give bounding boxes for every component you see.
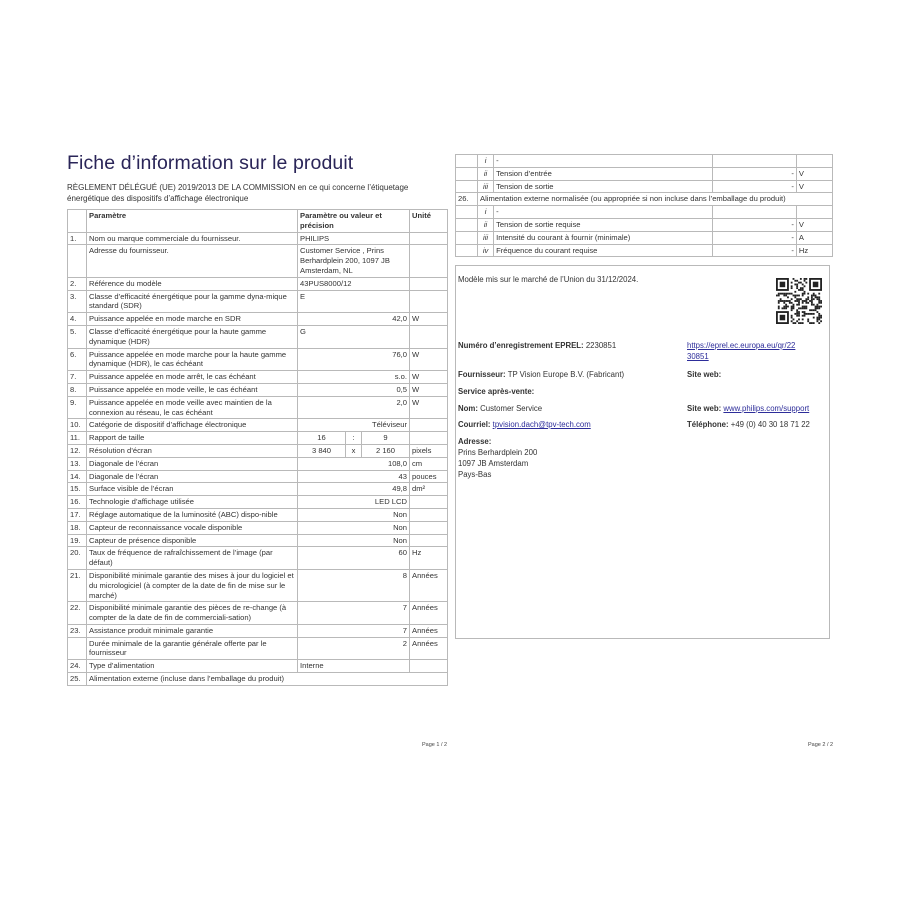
row-unit: Années bbox=[410, 602, 448, 625]
table-row bbox=[68, 483, 448, 496]
table-row bbox=[68, 637, 448, 660]
header-param: Paramètre bbox=[87, 210, 298, 233]
row-number: 14. bbox=[68, 470, 87, 483]
row-value: 2,0 bbox=[298, 396, 410, 419]
row-number: 7. bbox=[68, 371, 87, 384]
row-unit bbox=[410, 660, 448, 673]
product-info-table bbox=[67, 209, 448, 686]
address-label: Adresse: bbox=[458, 437, 492, 446]
row-number: 25. bbox=[68, 673, 87, 686]
supplier-box bbox=[455, 265, 830, 639]
row-parameter: - bbox=[494, 155, 713, 168]
row-parameter: Intensité du courant à fournir (minimale) bbox=[494, 231, 713, 244]
table-row bbox=[68, 419, 448, 432]
table-row bbox=[68, 547, 448, 570]
table-row bbox=[68, 496, 448, 509]
row-unit: Années bbox=[410, 637, 448, 660]
table-header-row bbox=[68, 210, 448, 233]
row-number: 2. bbox=[68, 277, 87, 290]
table-row bbox=[456, 218, 833, 231]
row-number: 1. bbox=[68, 232, 87, 245]
row-number bbox=[456, 231, 478, 244]
table-row bbox=[68, 313, 448, 326]
row-unit bbox=[796, 155, 832, 168]
row-parameter: Classe d’efficacité énergétique pour la gamme dyna-mique standard (SDR) bbox=[87, 290, 298, 313]
row-value: 108,0 bbox=[298, 457, 410, 470]
page-title: Fiche d’information sur le produit bbox=[67, 152, 354, 174]
row-parameter: Technologie d’affichage utilisée bbox=[87, 496, 298, 509]
eprel-registration bbox=[458, 341, 616, 351]
header-num bbox=[68, 210, 87, 233]
row-parameter: Alimentation externe normalisée (ou appropriée si non incluse dans l’emballage du produit) bbox=[478, 193, 833, 206]
after-sales-heading: Service après-vente: bbox=[458, 387, 535, 396]
row-unit: W bbox=[410, 348, 448, 371]
row-unit: A bbox=[796, 231, 832, 244]
table-row bbox=[68, 348, 448, 371]
row-value: 2 bbox=[298, 637, 410, 660]
table-row bbox=[456, 155, 833, 168]
row-value: - bbox=[712, 167, 796, 180]
table-row bbox=[68, 371, 448, 384]
table-row bbox=[68, 325, 448, 348]
row-value: E bbox=[298, 290, 410, 313]
table-row bbox=[68, 624, 448, 637]
row-parameter: - bbox=[494, 206, 713, 219]
row-number: 23. bbox=[68, 624, 87, 637]
page-2 bbox=[450, 152, 840, 752]
row-value: Téléviseur bbox=[298, 419, 410, 432]
row-unit bbox=[410, 419, 448, 432]
row-number: 3. bbox=[68, 290, 87, 313]
row-number: 17. bbox=[68, 508, 87, 521]
row-unit bbox=[410, 245, 448, 277]
row-number bbox=[456, 180, 478, 193]
header-value: Paramètre ou valeur et précision bbox=[298, 210, 410, 233]
row-roman: iii bbox=[478, 180, 494, 193]
phone-label: Téléphone: bbox=[687, 420, 729, 429]
row-value bbox=[712, 206, 796, 219]
row-roman: iv bbox=[478, 244, 494, 257]
row-unit: W bbox=[410, 313, 448, 326]
row-value: 43 bbox=[298, 470, 410, 483]
row-parameter: Fréquence du courant requise bbox=[494, 244, 713, 257]
name-value: Customer Service bbox=[480, 404, 543, 413]
row-value: 76,0 bbox=[298, 348, 410, 371]
page-footer-2: Page 2 / 2 bbox=[808, 742, 834, 748]
row-unit bbox=[410, 232, 448, 245]
row-value: 7 bbox=[298, 624, 410, 637]
row-unit: pixels bbox=[410, 444, 448, 457]
row-value-sep: : bbox=[346, 432, 362, 445]
row-parameter: Type d’alimentation bbox=[87, 660, 298, 673]
row-number: 16. bbox=[68, 496, 87, 509]
row-value-sep: x bbox=[346, 444, 362, 457]
row-value bbox=[712, 155, 796, 168]
row-parameter: Tension de sortie requise bbox=[494, 218, 713, 231]
row-number: 4. bbox=[68, 313, 87, 326]
email-line bbox=[458, 420, 591, 430]
service-website-line bbox=[687, 404, 809, 414]
market-date: Modèle mis sur le marché de l’Union du 31/12/2024. bbox=[458, 275, 639, 284]
table-row bbox=[68, 673, 448, 686]
row-number bbox=[456, 167, 478, 180]
row-value: - bbox=[712, 180, 796, 193]
table-row bbox=[68, 396, 448, 419]
row-value: s.o. bbox=[298, 371, 410, 384]
row-value: Customer Service , Prins Berhardplein 200, 1097 JB Amsterdam, NL bbox=[298, 245, 410, 277]
row-unit: W bbox=[410, 383, 448, 396]
page-footer: Page 1 / 2 bbox=[422, 742, 448, 748]
row-parameter: Surface visible de l’écran bbox=[87, 483, 298, 496]
row-roman: i bbox=[478, 155, 494, 168]
row-unit bbox=[410, 277, 448, 290]
row-number: 18. bbox=[68, 521, 87, 534]
row-value: 49,8 bbox=[298, 483, 410, 496]
row-parameter: Capteur de reconnaissance vocale disponible bbox=[87, 521, 298, 534]
table-row bbox=[456, 180, 833, 193]
row-roman: i bbox=[478, 206, 494, 219]
row-value: G bbox=[298, 325, 410, 348]
row-parameter: Puissance appelée en mode arrêt, le cas échéant bbox=[87, 371, 298, 384]
row-number: 13. bbox=[68, 457, 87, 470]
row-parameter: Diagonale de l’écran bbox=[87, 470, 298, 483]
row-value: 43PUS8000/12 bbox=[298, 277, 410, 290]
phone-line bbox=[687, 420, 810, 430]
row-parameter: Capteur de présence disponible bbox=[87, 534, 298, 547]
qr-code-icon bbox=[776, 278, 822, 324]
email-label: Courriel: bbox=[458, 420, 491, 429]
row-unit bbox=[410, 290, 448, 313]
row-number: 26. bbox=[456, 193, 478, 206]
table-row bbox=[68, 602, 448, 625]
row-parameter: Taux de fréquence de rafraîchissement de l’image (par défaut) bbox=[87, 547, 298, 570]
table-row bbox=[68, 444, 448, 457]
address-line-3: Pays-Bas bbox=[458, 470, 492, 479]
row-parameter: Disponibilité minimale garantie des mises à jour du logiciel et du micrologiciel (à compter de la date de fin de mise sur le marché) bbox=[87, 569, 298, 601]
row-number bbox=[456, 244, 478, 257]
table-row bbox=[456, 193, 833, 206]
row-parameter: Puissance appelée en mode veille, le cas échéant bbox=[87, 383, 298, 396]
row-unit: Hz bbox=[796, 244, 832, 257]
supplier-line bbox=[458, 370, 624, 380]
external-power-table bbox=[455, 154, 833, 257]
table-row bbox=[68, 290, 448, 313]
row-number bbox=[68, 245, 87, 277]
row-value: 7 bbox=[298, 602, 410, 625]
row-value: Interne bbox=[298, 660, 410, 673]
address-line-2: 1097 JB Amsterdam bbox=[458, 459, 529, 468]
row-value-a: 3 840 bbox=[298, 444, 346, 457]
row-value: PHILIPS bbox=[298, 232, 410, 245]
service-name-line bbox=[458, 404, 542, 414]
row-number: 22. bbox=[68, 602, 87, 625]
row-parameter: Nom ou marque commerciale du fournisseur. bbox=[87, 232, 298, 245]
row-unit: Années bbox=[410, 569, 448, 601]
row-number bbox=[68, 637, 87, 660]
row-number: 24. bbox=[68, 660, 87, 673]
row-parameter: Assistance produit minimale garantie bbox=[87, 624, 298, 637]
table-row bbox=[456, 167, 833, 180]
row-value: LED LCD bbox=[298, 496, 410, 509]
row-unit bbox=[410, 325, 448, 348]
row-value-b: 2 160 bbox=[362, 444, 410, 457]
row-roman: iii bbox=[478, 231, 494, 244]
row-parameter: Alimentation externe (incluse dans l’emballage du produit) bbox=[87, 673, 448, 686]
row-value: - bbox=[712, 218, 796, 231]
eprel-number: 2230851 bbox=[585, 341, 617, 350]
row-number: 11. bbox=[68, 432, 87, 445]
row-parameter: Durée minimale de la garantie générale offerte par le fournisseur bbox=[87, 637, 298, 660]
row-value: Non bbox=[298, 508, 410, 521]
table-row bbox=[68, 521, 448, 534]
row-value-a: 16 bbox=[298, 432, 346, 445]
row-parameter: Tension de sortie bbox=[494, 180, 713, 193]
eprel-label: Numéro d’enregistrement EPREL: bbox=[458, 341, 584, 350]
page-1 bbox=[62, 152, 450, 752]
row-unit bbox=[410, 521, 448, 534]
table-row bbox=[68, 569, 448, 601]
row-unit: dm² bbox=[410, 483, 448, 496]
row-value: Non bbox=[298, 534, 410, 547]
row-number: 10. bbox=[68, 419, 87, 432]
row-value: 0,5 bbox=[298, 383, 410, 396]
website-label-1: Site web: bbox=[687, 370, 722, 379]
row-parameter: Réglage automatique de la luminosité (ABC) dispo-nible bbox=[87, 508, 298, 521]
row-parameter: Rapport de taille bbox=[87, 432, 298, 445]
row-number bbox=[456, 155, 478, 168]
row-unit bbox=[410, 496, 448, 509]
table-row bbox=[68, 660, 448, 673]
row-unit: W bbox=[410, 371, 448, 384]
row-number: 5. bbox=[68, 325, 87, 348]
table-row bbox=[68, 534, 448, 547]
row-number: 8. bbox=[68, 383, 87, 396]
row-parameter: Diagonale de l’écran bbox=[87, 457, 298, 470]
row-roman: ii bbox=[478, 218, 494, 231]
row-unit bbox=[796, 206, 832, 219]
email-link[interactable]: tpvision.dach@tpv-tech.com bbox=[492, 420, 591, 429]
row-parameter: Tension d’entrée bbox=[494, 167, 713, 180]
website-link[interactable]: www.philips.com/support bbox=[723, 404, 810, 413]
table-row bbox=[68, 383, 448, 396]
row-unit: pouces bbox=[410, 470, 448, 483]
row-value: 60 bbox=[298, 547, 410, 570]
row-number: 12. bbox=[68, 444, 87, 457]
row-value: 8 bbox=[298, 569, 410, 601]
row-parameter: Référence du modèle bbox=[87, 277, 298, 290]
row-unit bbox=[410, 508, 448, 521]
eprel-link-line-2[interactable]: 30851 bbox=[687, 352, 709, 361]
row-unit bbox=[410, 432, 448, 445]
regulation-intro: RÈGLEMENT DÉLÉGUÉ (UE) 2019/2013 DE LA COMMISSION en ce qui concerne l’étiquetage énergétique des dispositifs d’affichage électronique bbox=[67, 183, 409, 203]
row-parameter: Catégorie de dispositif d’affichage électronique bbox=[87, 419, 298, 432]
row-parameter: Puissance appelée en mode veille avec maintien de la connexion au réseau, le cas échéant bbox=[87, 396, 298, 419]
header-unit: Unité bbox=[410, 210, 448, 233]
row-number bbox=[456, 206, 478, 219]
table-row bbox=[68, 432, 448, 445]
row-value: 42,0 bbox=[298, 313, 410, 326]
phone-value: +49 (0) 40 30 18 71 22 bbox=[730, 420, 810, 429]
table-row bbox=[68, 470, 448, 483]
row-value: - bbox=[712, 231, 796, 244]
row-unit: Années bbox=[410, 624, 448, 637]
table-row bbox=[456, 206, 833, 219]
table-row bbox=[68, 457, 448, 470]
row-roman: ii bbox=[478, 167, 494, 180]
eprel-link-line-1[interactable]: https://eprel.ec.europa.eu/qr/22 bbox=[687, 341, 796, 350]
row-number: 15. bbox=[68, 483, 87, 496]
row-number: 21. bbox=[68, 569, 87, 601]
supplier-value: TP Vision Europe B.V. (Fabricant) bbox=[507, 370, 625, 379]
row-parameter: Puissance appelée en mode marche pour la haute gamme dynamique (HDR), le cas échéant bbox=[87, 348, 298, 371]
row-parameter: Disponibilité minimale garantie des pièces de re-change (à compter de la date de fin de commerciali-sation) bbox=[87, 602, 298, 625]
table-row bbox=[68, 245, 448, 277]
row-number: 19. bbox=[68, 534, 87, 547]
supplier-label: Fournisseur: bbox=[458, 370, 506, 379]
address-line-1: Prins Berhardplein 200 bbox=[458, 448, 538, 457]
row-number: 20. bbox=[68, 547, 87, 570]
table-row bbox=[68, 277, 448, 290]
row-parameter: Adresse du fournisseur. bbox=[87, 245, 298, 277]
row-unit: cm bbox=[410, 457, 448, 470]
row-value-b: 9 bbox=[362, 432, 410, 445]
table-row bbox=[456, 244, 833, 257]
row-value: Non bbox=[298, 521, 410, 534]
row-unit: V bbox=[796, 218, 832, 231]
row-unit: V bbox=[796, 167, 832, 180]
name-label: Nom: bbox=[458, 404, 478, 413]
table-row bbox=[68, 232, 448, 245]
row-parameter: Puissance appelée en mode marche en SDR bbox=[87, 313, 298, 326]
row-unit bbox=[410, 534, 448, 547]
row-value: - bbox=[712, 244, 796, 257]
row-unit: Hz bbox=[410, 547, 448, 570]
row-unit: W bbox=[410, 396, 448, 419]
row-unit: V bbox=[796, 180, 832, 193]
row-parameter: Classe d’efficacité énergétique pour la haute gamme dynamique (HDR) bbox=[87, 325, 298, 348]
website-label-2: Site web: bbox=[687, 404, 722, 413]
row-number: 6. bbox=[68, 348, 87, 371]
row-parameter: Résolution d’écran bbox=[87, 444, 298, 457]
table-row bbox=[456, 231, 833, 244]
table-row bbox=[68, 508, 448, 521]
row-number bbox=[456, 218, 478, 231]
row-number: 9. bbox=[68, 396, 87, 419]
